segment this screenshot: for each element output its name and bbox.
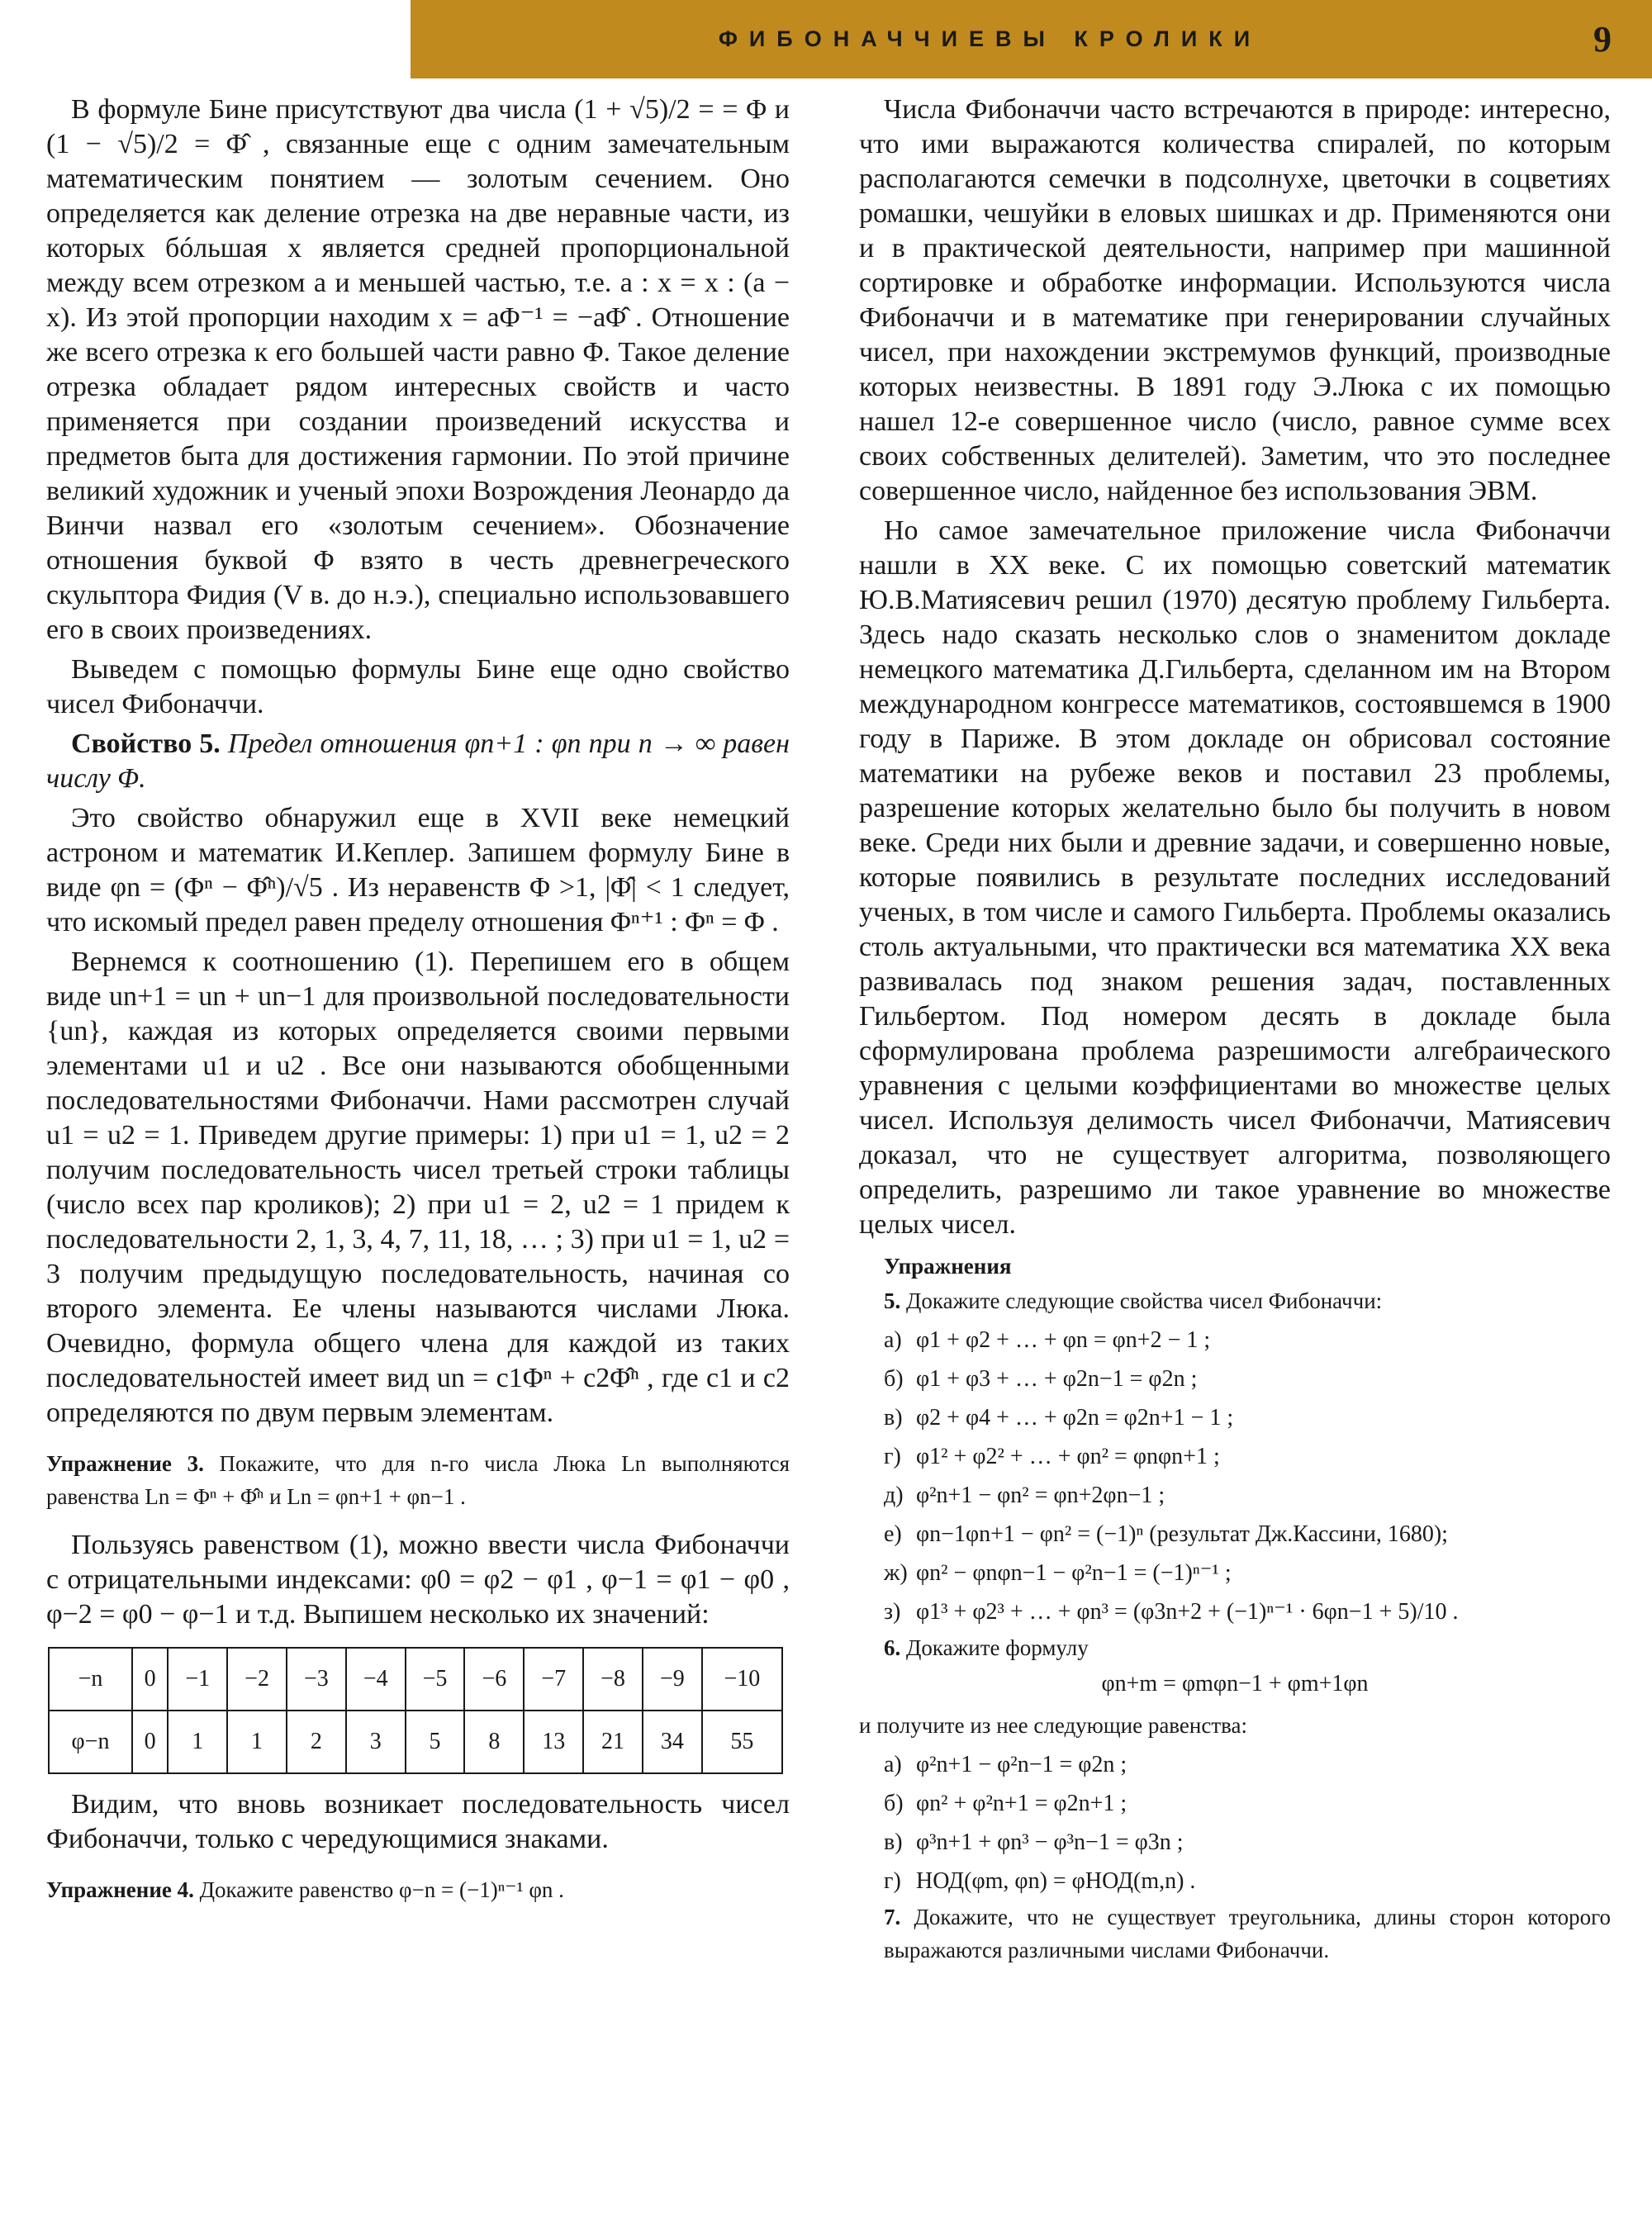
table-cell: 0 bbox=[132, 1711, 168, 1773]
table-cell: 21 bbox=[583, 1711, 643, 1773]
left-column bbox=[46, 93, 790, 1910]
exercise-3 bbox=[46, 1447, 790, 1513]
exercise-6-label: 6. bbox=[884, 1635, 901, 1660]
table-cell: −9 bbox=[643, 1648, 702, 1711]
list-item: б) φn² + φ²n+1 = φ2n+1 ; bbox=[884, 1791, 1127, 1816]
list-item: г) φ1² + φ2² + … + φn² = φnφn+1 ; bbox=[884, 1444, 1220, 1469]
table-cell: 13 bbox=[524, 1711, 583, 1773]
table-cell: φ−n bbox=[49, 1711, 132, 1773]
table-cell: −7 bbox=[524, 1648, 583, 1711]
list-item: а) φ²n+1 − φ²n−1 = φ2n ; bbox=[884, 1752, 1127, 1777]
list-item: д) φ²n+1 − φn² = φn+2φn−1 ; bbox=[884, 1483, 1165, 1508]
exercise-7-label: 7. bbox=[884, 1905, 901, 1929]
table-cell: 1 bbox=[227, 1711, 287, 1773]
table-cell: −2 bbox=[227, 1648, 287, 1711]
exercise-5 bbox=[884, 1284, 1611, 1317]
list-item: з) φ1³ + φ2³ + … + φn³ = (φ3n+2 + (−1)ⁿ⁻¹ · 6φn−1 + 5)/10 . bbox=[884, 1599, 1459, 1625]
paragraph-alternating-signs: Видим, что вновь возникает последовательность чисел Фибоначчи, только с чередующимися знаками. bbox=[46, 1789, 790, 1854]
page-number: 9 bbox=[1593, 19, 1612, 59]
table-cell: −3 bbox=[287, 1648, 346, 1711]
exercise-6-formula: φn+m = φmφn−1 + φm+1φn bbox=[1101, 1671, 1369, 1696]
table-cell: 0 bbox=[132, 1648, 168, 1711]
property-5-label: Свойство 5. bbox=[71, 728, 221, 759]
list-item: е) φn−1φn+1 − φn² = (−1)ⁿ (результат Дж.Кассини, 1680); bbox=[884, 1521, 1448, 1547]
table-row bbox=[49, 1648, 782, 1711]
property-5 bbox=[46, 727, 790, 796]
exercise-5-text: Докажите следующие свойства чисел Фибоначчи: bbox=[906, 1288, 1383, 1313]
paragraph-kepler: Это свойство обнаружил еще в XVII веке немецкий астроном и математик И.Кеплер. Запишем формулу Бине в виде φn = (Φⁿ − Φ̂ⁿ)/√5 . Из неравенств Φ >1, |Φ̂| < 1 следует, что искомый предел равен пределу отношения Φⁿ⁺¹ : Φⁿ = Φ . bbox=[46, 803, 790, 937]
table-cell: 34 bbox=[643, 1711, 702, 1773]
paragraph-negative-indices: Пользуясь равенством (1), можно ввести числа Фибоначчи с отрицательными индексами: φ0 = φ2 − φ1 , φ−1 = φ1 − φ0 , φ−2 = φ0 − φ−1 и т.д. Выпишем несколько их значений: bbox=[46, 1530, 790, 1630]
table-row bbox=[49, 1711, 782, 1773]
list-item: а) φ1 + φ2 + … + φn = φn+2 − 1 ; bbox=[884, 1327, 1211, 1353]
table-cell: −6 bbox=[464, 1648, 524, 1711]
table-cell: −10 bbox=[702, 1648, 782, 1711]
list-item: ж) φn² − φnφn−1 − φ²n−1 = (−1)ⁿ⁻¹ ; bbox=[884, 1560, 1232, 1586]
exercise-6 bbox=[884, 1631, 1611, 1664]
paragraph-nature: Числа Фибоначчи часто встречаются в природе: интересно, что ими выражаются количества спиралей, по которым располагаются семечки в подсолнухе, цветочки в соцветиях ромашки, чешуйки в еловых шишках и др. Применяются они и в практической деятельности, например при машинной сортировке и обработке информации. Используются числа Фибоначчи и в математике при генерировании случайных чисел, при нахождении экстремумов функций, производные которых неизвестны. В 1891 году Э.Люка с их помощью нашел 12-е совершенное число (число, равное сумме всех своих собственных делителей). Заметим, что это последнее совершенное число, найденное без использования ЭВМ. bbox=[859, 94, 1611, 506]
exercise-3-text: Покажите, что для n-го числа Люка Ln выполняются равенства Ln = Φⁿ + Φ̂ⁿ и Ln = φn+1 + φn−1 . bbox=[46, 1451, 790, 1509]
exercise-4-text: Докажите равенство φ−n = (−1)ⁿ⁻¹ φn . bbox=[199, 1877, 564, 1902]
running-title: ФИБОНАЧЧИЕВЫ КРОЛИКИ bbox=[718, 26, 1262, 51]
list-item: б) φ1 + φ3 + … + φ2n−1 = φ2n ; bbox=[884, 1366, 1198, 1392]
paragraph-golden-section: В формуле Бине присутствуют два числа (1 + √5)/2 = = Φ и (1 − √5)/2 = Φ̂ , связанные еще с одним замечательным математическим понятием — золотым сечением. Оно определяется как деление отрезка на две неравные части, из которых бóльшая x является средней пропорциональной между всем отрезком a и меньшей частью, т.е. a : x = x : (a − x). Из этой пропорции находим x = aΦ⁻¹ = −aΦ̂ . Отношение же всего отрезка к его большей части равно Φ. Такое деление отрезка обладает рядом интересных свойств и часто применяется при создании произведений искусства и предметов быта для достижения гармонии. По этой причине великий художник и ученый эпохи Возрождения Леонардо да Винчи назвал его «золотым сечением». Обозначение отношения буквой Φ взято в честь древнегреческого скульптора Фидия (V в. до н.э.), специально использовавшего его в своих произведениях. bbox=[46, 94, 790, 645]
exercise-3-label: Упражнение 3. bbox=[46, 1451, 204, 1476]
negative-index-table bbox=[48, 1647, 783, 1774]
table-cell: 2 bbox=[287, 1711, 346, 1773]
exercise-7 bbox=[884, 1900, 1611, 1967]
table-cell: −n bbox=[49, 1648, 132, 1711]
table-cell: −1 bbox=[168, 1648, 227, 1711]
table-cell: 55 bbox=[702, 1711, 782, 1773]
exercise-4-label: Упражнение 4. bbox=[46, 1877, 194, 1902]
exercise-5-label: 5. bbox=[884, 1288, 901, 1313]
table-cell: 3 bbox=[346, 1711, 406, 1773]
right-column bbox=[859, 93, 1611, 1970]
paragraph-hilbert: Но самое замечательное приложение числа Фибоначчи нашли в XX веке. С их помощью советский математик Ю.В.Матиясевич решил (1970) десятую проблему Гильберта. Здесь надо сказать несколько слов о знаменитом докладе немецкого математика Д.Гильберта, сделанном им на Втором международном конгрессе математиков, состоявшемся в 1900 году в Париже. В этом докладе он обрисовал состояние математики на рубеже веков и поставил 23 проблемы, разрешение которых желательно было бы получить в новом веке. Среди них были и древние задачи, и совершенно новые, которые появились в результате последних исследований ученых, в том числе и самого Гильберта. Проблемы оказались столь актуальными, что практически вся математика XX века развивалась под знаком решения задач, поставленных Гильбертом. Под номером десять в докладе была сформулирована проблема разрешимости алгебраического уравнения с целыми коэффициентами во множестве целых чисел. Используя делимость чисел Фибоначчи, Матиясевич доказал, что не существует алгоритма, позволяющего определить, разрешимо ли такое уравнение во множестве целых чисел. bbox=[859, 515, 1611, 1240]
table-cell: 1 bbox=[168, 1711, 227, 1773]
exercise-6-text2: и получите из нее следующие равенства: bbox=[859, 1713, 1247, 1738]
table-cell: 8 bbox=[464, 1711, 524, 1773]
exercises-heading: Упражнения bbox=[884, 1254, 1012, 1279]
paragraph-generalized-sequences: Вернемся к соотношению (1). Перепишем его в общем виде un+1 = un + un−1 для произвольной последовательности {un}, каждая из которых определяется своими первыми элементами u1 и u2 . Все они называются обобщенными последовательностями Фибоначчи. Нами рассмотрен случай u1 = u2 = 1. Приведем другие примеры: 1) при u1 = 1, u2 = 2 получим последовательность чисел третьей строки таблицы (число всех пар кроликов); 2) при u1 = 2, u2 = 1 придем к последовательности 2, 1, 3, 4, 7, 11, 18, … ; 3) при u1 = 1, u2 = 3 получим предыдущую последовательность, начиная со второго элемента. Ее члены называются числами Люка. Очевидно, формула общего члена для каждой из таких последовательностей имеет вид un = c1Φⁿ + c2Φ̂ⁿ , где c1 и c2 определяются по двум первым элементам. bbox=[46, 947, 790, 1428]
table-cell: −5 bbox=[406, 1648, 465, 1711]
list-item: в) φ2 + φ4 + … + φ2n = φ2n+1 − 1 ; bbox=[884, 1405, 1234, 1431]
page-header bbox=[411, 0, 1652, 78]
list-item: г) НОД(φm, φn) = φНОД(m,n) . bbox=[884, 1868, 1196, 1894]
paragraph-binet-intro: Выведем с помощью формулы Бине еще одно свойство чисел Фибоначчи. bbox=[46, 654, 790, 719]
exercise-4 bbox=[46, 1873, 790, 1906]
table-cell: 5 bbox=[406, 1711, 465, 1773]
property-5-text: Предел отношения φn+1 : φn при n → ∞ равен числу Φ. bbox=[46, 728, 790, 794]
table-cell: −8 bbox=[583, 1648, 643, 1711]
list-item: в) φ³n+1 + φn³ − φ³n−1 = φ3n ; bbox=[884, 1829, 1184, 1855]
table-cell: −4 bbox=[346, 1648, 406, 1711]
exercise-7-text: Докажите, что не существует треугольника, длины сторон которого выражаются различными числами Фибоначчи. bbox=[884, 1905, 1611, 1962]
exercise-6-text: Докажите формулу bbox=[906, 1635, 1089, 1660]
